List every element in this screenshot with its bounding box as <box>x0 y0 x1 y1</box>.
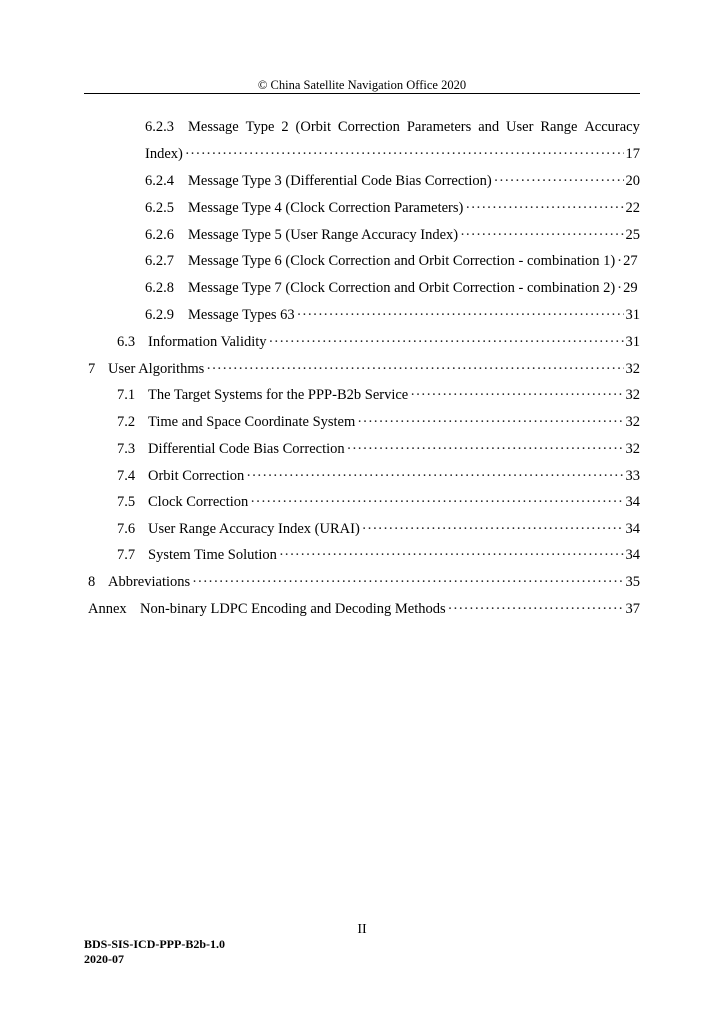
toc-number: 7.1 <box>117 387 136 403</box>
toc-word: Type <box>245 119 275 135</box>
toc-title: The Target Systems for the PPP-B2b Service <box>148 387 409 403</box>
toc-word: (Orbit <box>295 119 331 135</box>
toc-page: 34 <box>625 521 640 537</box>
toc-page: 31 <box>625 307 640 323</box>
dot-leader <box>410 385 623 405</box>
toc-page: 33 <box>625 468 640 484</box>
toc-number: 6.3 <box>117 334 136 350</box>
dot-leader <box>192 572 623 592</box>
dot-leader-spacer <box>617 251 621 271</box>
toc-entry-6-2-7[interactable] <box>145 251 640 271</box>
toc-page: 32 <box>625 361 640 377</box>
toc-title: System Time Solution <box>148 547 277 563</box>
page-number: II <box>357 922 367 937</box>
toc-title: Abbreviations <box>108 574 191 590</box>
toc-title: Message Type 6 (Clock Correction and Orbit Correction - combination 1) <box>188 253 616 269</box>
toc-entry-8[interactable] <box>88 572 640 592</box>
toc-title: Message Type 3 (Differential Code Bias Correction) <box>188 173 492 189</box>
toc-title: Message Types 63 <box>188 307 295 323</box>
dot-leader <box>357 412 623 432</box>
toc-entry-6-2-6[interactable] <box>145 225 640 245</box>
dot-leader-spacer <box>617 278 621 298</box>
toc-title: Message Type 4 (Clock Correction Parameters) <box>188 200 464 216</box>
dot-leader <box>250 492 623 512</box>
toc-entry-7-5[interactable] <box>117 492 640 512</box>
dot-leader <box>448 599 624 619</box>
toc-number: 7.2 <box>117 414 136 430</box>
toc-word: Message <box>188 119 239 135</box>
toc-entry-6-2-3-cont[interactable] <box>145 144 640 164</box>
toc-number: 7.4 <box>117 468 136 484</box>
toc-number: 7.7 <box>117 547 136 563</box>
toc-entry-6-2-4[interactable] <box>145 171 640 191</box>
toc-page: 32 <box>625 441 640 457</box>
toc-number: 6.2.5 <box>145 200 174 216</box>
toc-page-6-2-3: 17 <box>625 146 640 162</box>
toc-entry-7-4[interactable] <box>117 466 640 486</box>
header-rule <box>84 93 640 94</box>
toc-page: 20 <box>625 173 640 189</box>
toc-entry-6-2-9[interactable] <box>145 305 640 325</box>
toc-number: 6.2.9 <box>145 307 174 323</box>
toc-title: User Algorithms <box>108 361 205 377</box>
toc-page: 22 <box>625 200 640 216</box>
toc-entry-6-2-5[interactable] <box>145 198 640 218</box>
toc-entry-6-3[interactable] <box>117 332 640 352</box>
toc-number: 7.3 <box>117 441 136 457</box>
dot-leader <box>465 198 623 218</box>
toc-entry-7-7[interactable] <box>117 545 640 565</box>
toc-title: Clock Correction <box>148 494 249 510</box>
toc-word: 2 <box>281 119 289 135</box>
dot-leader <box>185 144 624 164</box>
toc-word: Range <box>540 119 578 135</box>
toc-title-6-2-3-line2: Index) <box>145 146 183 162</box>
document-date: 2020-07 <box>84 952 124 966</box>
toc-title: Orbit Correction <box>148 468 245 484</box>
dot-leader <box>206 359 623 379</box>
dot-leader <box>297 305 624 325</box>
toc-page: 31 <box>625 334 640 350</box>
toc-entry-7-6[interactable] <box>117 519 640 539</box>
dot-leader <box>494 171 624 191</box>
dot-leader <box>279 545 624 565</box>
toc-entry-7[interactable] <box>88 359 640 379</box>
toc-number: 7 <box>88 361 96 377</box>
dot-leader <box>460 225 623 245</box>
toc-number: 6.2.6 <box>145 227 174 243</box>
page-header: © China Satellite Navigation Office 2020 <box>257 78 467 92</box>
toc-entry-6-2-8[interactable] <box>145 278 640 298</box>
toc-number: 7.5 <box>117 494 136 510</box>
toc-title: Message Type 5 (User Range Accuracy Index) <box>188 227 459 243</box>
toc-title: Differential Code Bias Correction <box>148 441 345 457</box>
toc-page: 27 <box>623 253 638 269</box>
toc-entry-7-3[interactable] <box>117 439 640 459</box>
toc-word: User <box>506 119 534 135</box>
toc-page: 35 <box>625 574 640 590</box>
toc-title: User Range Accuracy Index (URAI) <box>148 521 360 537</box>
toc-number: 7.6 <box>117 521 136 537</box>
toc-entry-annex[interactable] <box>88 599 640 619</box>
toc-number-6-2-3: 6.2.3 <box>145 119 174 135</box>
toc-word: Correction <box>337 119 400 135</box>
dot-leader <box>269 332 624 352</box>
toc-title: Non-binary LDPC Encoding and Decoding Methods <box>140 601 446 617</box>
toc-page: 29 <box>623 280 638 296</box>
toc-page: 34 <box>625 547 640 563</box>
dot-leader <box>246 466 623 486</box>
toc-page: 37 <box>625 601 640 617</box>
toc-number: 6.2.4 <box>145 173 174 189</box>
toc-number: 6.2.8 <box>145 280 174 296</box>
toc-entry-7-1[interactable] <box>117 385 640 405</box>
dot-leader <box>362 519 624 539</box>
toc-page: 34 <box>625 494 640 510</box>
toc-page: 25 <box>625 227 640 243</box>
toc-word: Accuracy <box>584 119 640 135</box>
toc-number: 6.2.7 <box>145 253 174 269</box>
toc-entry-7-2[interactable] <box>117 412 640 432</box>
toc-word: and <box>478 119 500 135</box>
toc-page: 32 <box>625 414 640 430</box>
toc-title: Time and Space Coordinate System <box>148 414 356 430</box>
toc-number: Annex <box>88 601 127 617</box>
toc-title: Message Type 7 (Clock Correction and Orbit Correction - combination 2) <box>188 280 616 296</box>
toc-title: Information Validity <box>148 334 267 350</box>
toc-title-6-2-3-line1 <box>188 117 640 137</box>
toc-word: Parameters <box>406 119 472 135</box>
dot-leader <box>347 439 624 459</box>
document-id: BDS-SIS-ICD-PPP-B2b-1.0 <box>84 937 226 951</box>
toc-number: 8 <box>88 574 96 590</box>
document-id-block <box>84 937 225 967</box>
toc-page: 32 <box>625 387 640 403</box>
